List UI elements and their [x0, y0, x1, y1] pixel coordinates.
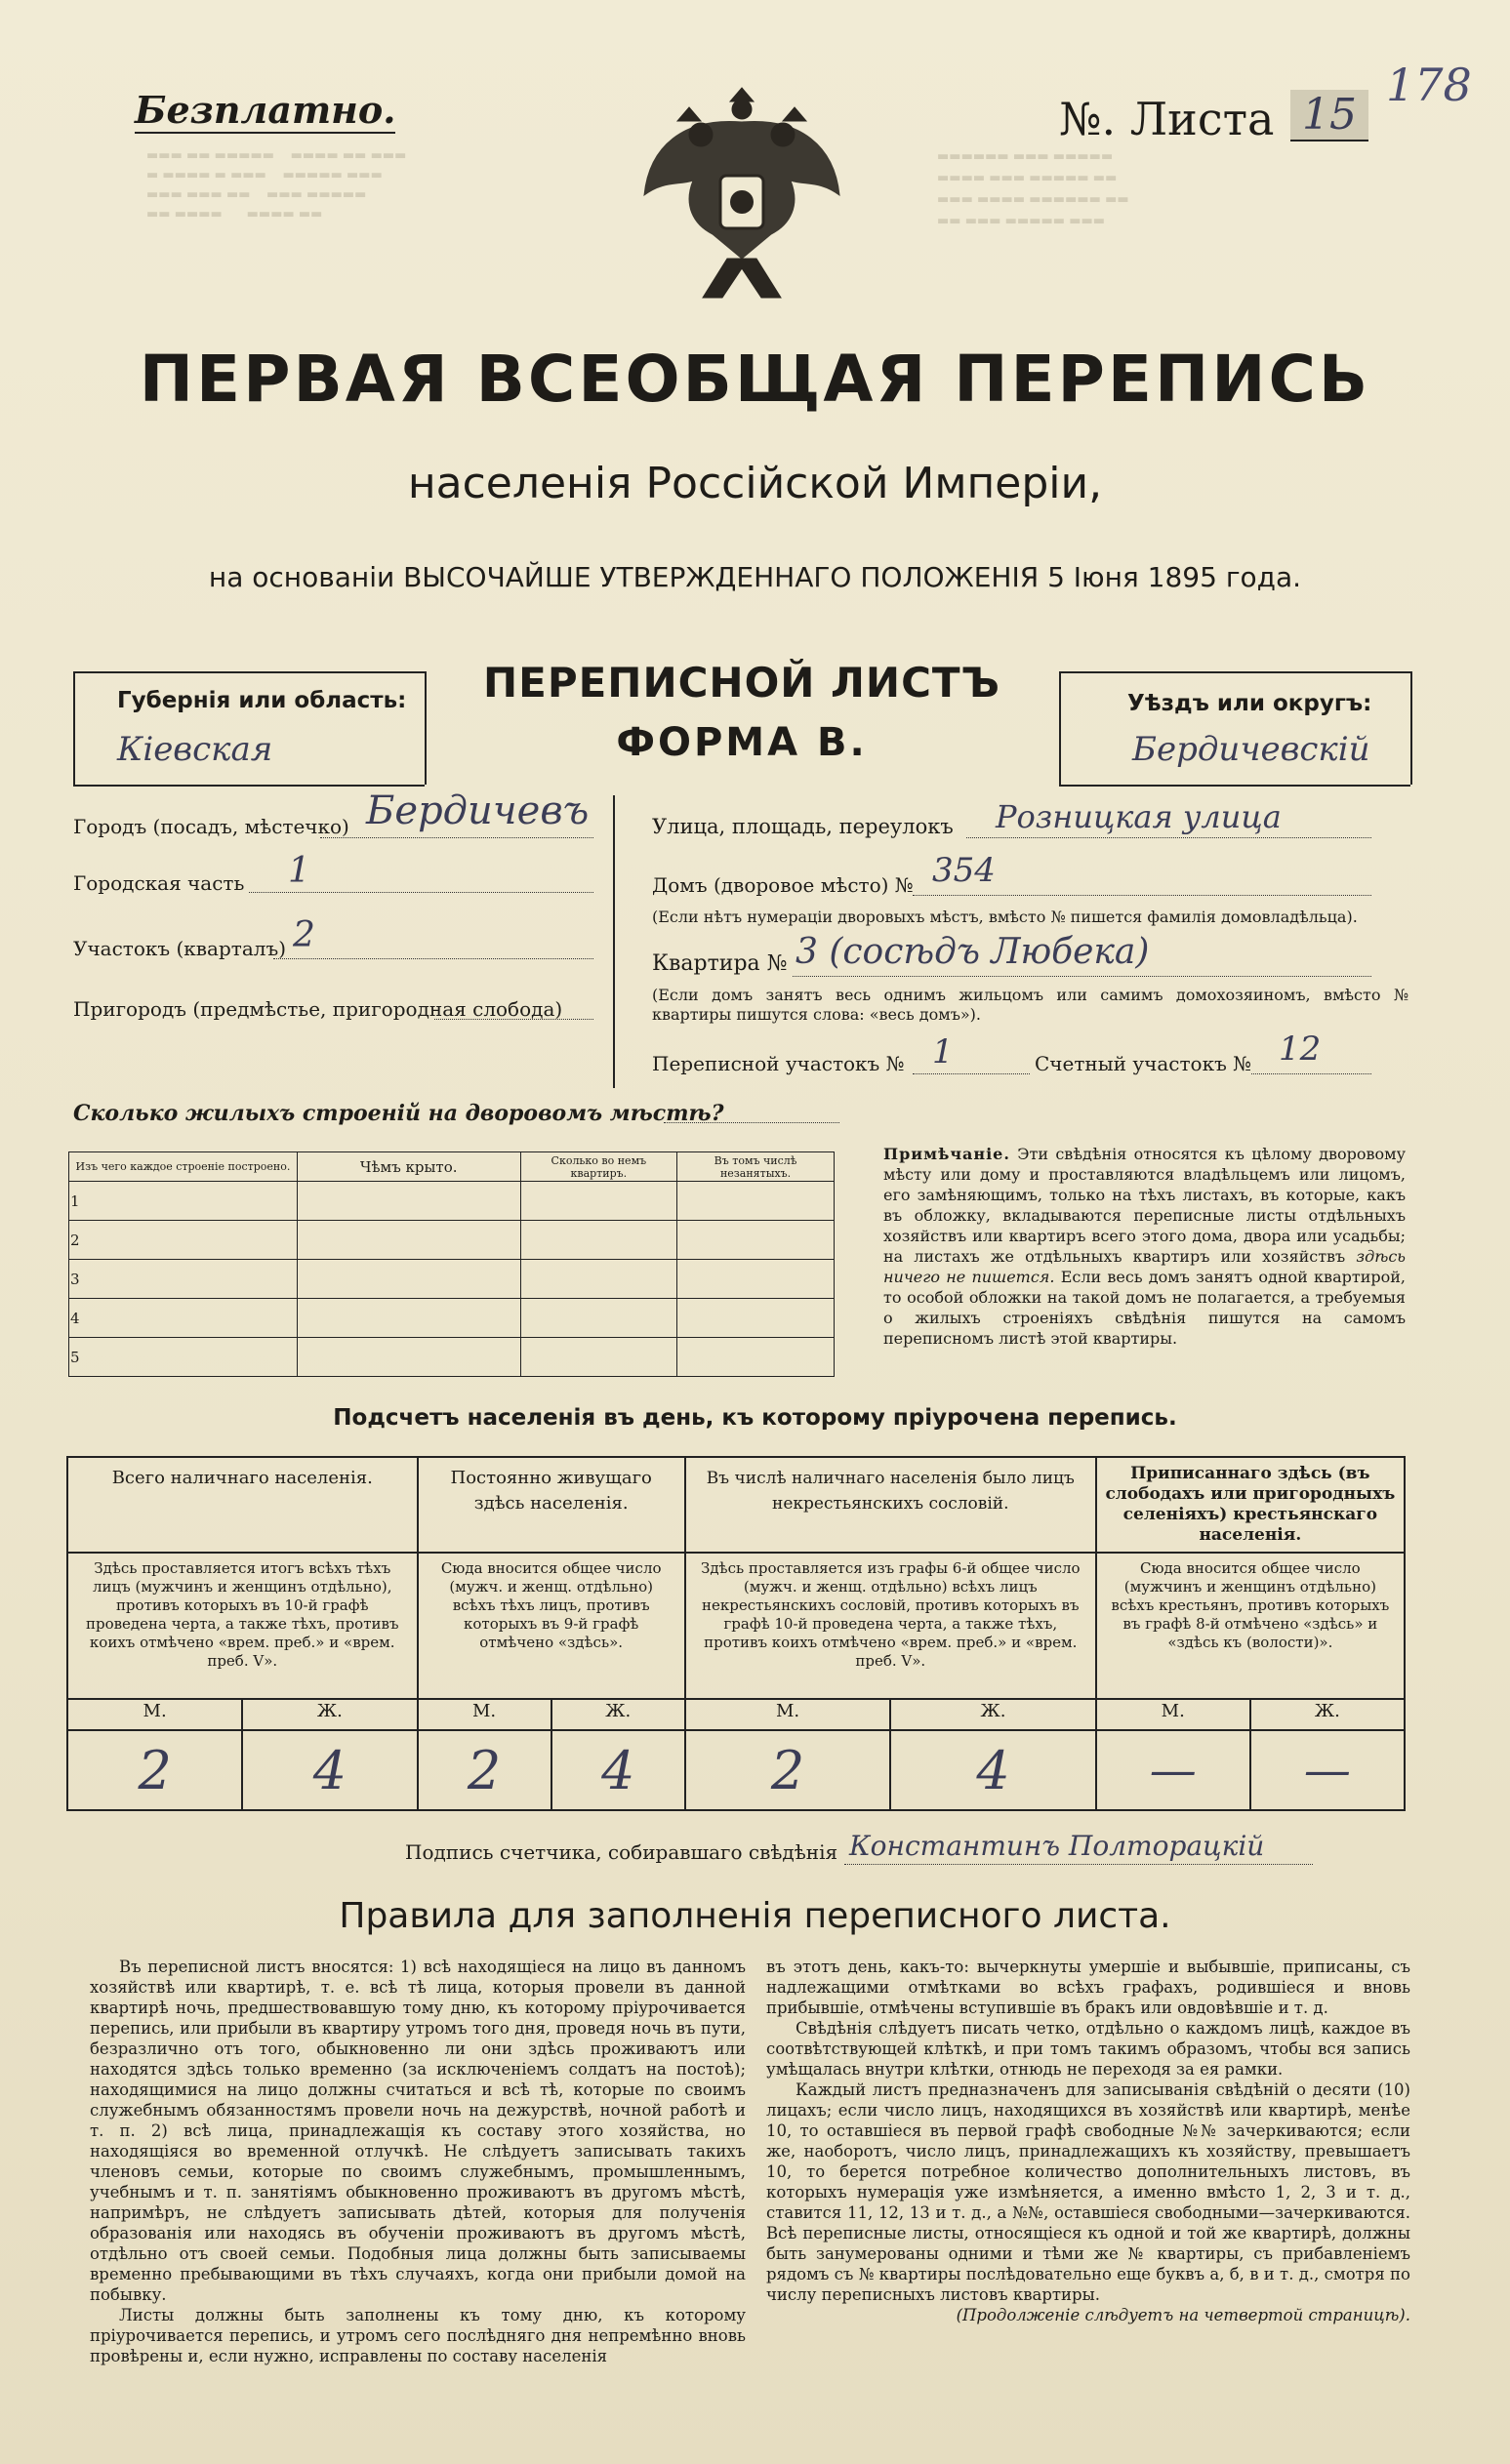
- buildings-col-roof: Чѣмъ крыто.: [297, 1152, 520, 1182]
- suburb-label: Пригородъ (предмѣстье, пригородная слобода): [73, 997, 563, 1021]
- rules-continued: (Продолженіе слѣдуетъ на четвертой страницѣ).: [956, 2306, 1410, 2324]
- pop-value-m: —: [1096, 1730, 1250, 1810]
- uezd-label: Уѣздъ или округъ:: [1127, 691, 1372, 716]
- pop-value-f: 4: [890, 1730, 1095, 1810]
- buildings-row: 3: [69, 1260, 298, 1299]
- uezd-value: Бердичевскій: [1132, 730, 1370, 769]
- city-label: Городъ (посадъ, мѣстечко): [73, 815, 349, 838]
- free-label: Безплатно.: [135, 88, 396, 132]
- census-district-label: Переписной участокъ №: [652, 1052, 905, 1075]
- pop-m-label: М.: [685, 1699, 890, 1730]
- house-label: Домъ (дворовое мѣсто) №: [652, 873, 914, 897]
- buildings-row: 1: [69, 1182, 298, 1221]
- buildings-note-title: Примѣчаніе.: [883, 1145, 1010, 1163]
- pop-value-f: —: [1250, 1730, 1405, 1810]
- rules-right-paragraph: въ этотъ день, какъ-то: вычеркнуты умершіе и выбывшіе, приписаны, съ надлежащими отмѣтками во всѣхъ графахъ, родившіеся и вновь прибывшіе, отмѣчены вступившіе въ бракъ или овдовѣвшіе и т. д.: [766, 1958, 1410, 2017]
- bleed-through-text-right: ▬▬▬▬▬▬ ▬▬▬ ▬▬▬▬▬ ▬▬▬▬ ▬▬▬ ▬▬▬▬▬ ▬▬ ▬▬▬ ▬▬▬▬ ▬▬▬▬▬▬ ▬▬ ▬▬ ▬▬▬ ▬▬▬▬▬ ▬▬▬: [937, 149, 1129, 228]
- street-value: Розницкая улица: [996, 798, 1282, 835]
- basis-line: на основаніи ВЫСОЧАЙШЕ УТВЕРЖДЕННАГО ПОЛОЖЕНІЯ 5 Іюня 1895 года.: [208, 561, 1302, 593]
- pop-col-title: Постоянно живущаго здѣсь населенія.: [418, 1457, 685, 1553]
- pop-f-label: Ж.: [551, 1699, 685, 1730]
- apartment-note: (Если домъ занятъ весь однимъ жильцомъ или самимъ домохозяиномъ, вмѣсто № квартиры пишутся слова: «весь домъ»).: [652, 986, 1408, 1024]
- archive-number: 178: [1386, 59, 1472, 111]
- pop-m-label: М.: [67, 1699, 242, 1730]
- pop-col-title: Приписаннаго здѣсь (въ слободахъ или пригородныхъ селеніяхъ) крестьянскаго населенія.: [1096, 1457, 1405, 1553]
- pop-m-label: М.: [1096, 1699, 1250, 1730]
- pop-col-desc: Сюда вносится общее число (мужч. и женщ. отдѣльно) всѣхъ тѣхъ лицъ, противъ которыхъ въ 9-й графѣ отмѣчено «здѣсь».: [418, 1553, 685, 1699]
- signature-label: Подпись счетчика, собиравшаго свѣдѣнія: [405, 1840, 838, 1864]
- subtitle: населенія Россійской Имперіи,: [407, 459, 1103, 508]
- form-name: ФОРМА В.: [616, 720, 868, 765]
- buildings-note-text2: Если весь домъ занятъ одной квартирой, то особой обложки на такой домъ не полагается, а требуемыя о жилыхъ строеніяхъ свѣдѣнія пишутся на самомъ переписномъ листѣ этой квартиры.: [883, 1268, 1406, 1348]
- buildings-table: [68, 1151, 835, 1377]
- signature-value: Константинъ Полторацкій: [849, 1830, 1265, 1862]
- pop-value-m: 2: [685, 1730, 890, 1810]
- pop-value-m: 2: [418, 1730, 551, 1810]
- house-value: 354: [932, 851, 996, 890]
- pop-col-title: Въ числѣ наличнаго населенія было лицъ некрестьянскихъ сословій.: [685, 1457, 1096, 1553]
- sheet-number-label: №. Листа: [1059, 93, 1275, 145]
- city-part-value: 1: [288, 851, 310, 891]
- pop-col-title: Всего наличнаго населенія.: [67, 1457, 418, 1553]
- rules-left-column: [90, 1957, 746, 2366]
- buildings-row: 5: [69, 1338, 298, 1377]
- rules-right-paragraph: Свѣдѣнія слѣдуетъ писать четко, отдѣльно о каждомъ лицѣ, каждое въ соотвѣтствующей клѣткѣ, и при томъ такимъ образомъ, чтобы вся запись умѣщалась внутри клѣтки, отнюдь не переходя за ея рамки.: [766, 2019, 1410, 2079]
- city-value: Бердичевъ: [366, 788, 590, 833]
- buildings-row: 4: [69, 1299, 298, 1338]
- buildings-col-material: Изъ чего каждое строеніе построено.: [69, 1152, 298, 1182]
- rules-right-paragraph: Каждый листъ предназначенъ для записыванія свѣдѣній о десяти (10) лицахъ; если число лицъ, находящихся въ хозяйствѣ или квартирѣ, менѣе 10, то оставшіеся въ первой графѣ свободные №№ зачеркиваются; если же, наоборотъ, число лицъ, принадлежащихъ къ хозяйству, превышаетъ 10, то берется потребное количество дополнительныхъ листовъ, въ которыхъ нумерація уже измѣняется, а именно вмѣсто 1, 2, 3 и т. д., ставится 11, 12, 13 и т. д., а №№, оставшіеся свободными—зачеркиваются. Всѣ переписные листы, относящіеся къ одной и той же квартирѣ, должны быть занумерованы одними и тѣми же № квартиры, съ прибавленіемъ рядомъ съ № квартиры послѣдовательно еще буквъ а, б, в и т. д., смотря по числу переписныхъ листовъ квартиры.: [766, 2080, 1410, 2304]
- rules-title: Правила для заполненія переписного листа.: [339, 1896, 1171, 1936]
- district-label: Участокъ (кварталъ): [73, 937, 286, 960]
- population-heading: Подсчетъ населенія въ день, къ которому пріурочена перепись.: [333, 1405, 1177, 1431]
- house-note: (Если нѣтъ нумераціи дворовыхъ мѣстъ, вмѣсто № пишется фамилія домовладѣльца).: [652, 908, 1358, 926]
- rules-right-column: [766, 1957, 1410, 2325]
- count-district-label: Счетный участокъ №: [1035, 1052, 1252, 1075]
- apartment-label: Квартира №: [652, 951, 788, 976]
- pop-m-label: М.: [418, 1699, 551, 1730]
- city-part-label: Городская часть: [73, 871, 245, 895]
- pop-f-label: Ж.: [242, 1699, 417, 1730]
- pop-f-label: Ж.: [890, 1699, 1095, 1730]
- bleed-through-text: ▬▬▬ ▬▬ ▬▬▬▬▬ ▬▬▬▬ ▬▬ ▬▬▬ ▬ ▬▬▬▬ ▬ ▬▬▬ ▬▬▬▬▬ ▬▬▬ ▬▬▬ ▬▬▬ ▬▬ ▬▬▬ ▬▬▬▬▬ ▬▬ ▬▬▬▬ ▬▬▬▬ ▬▬: [146, 148, 407, 222]
- main-title: ПЕРВАЯ ВСЕОБЩАЯ ПЕРЕПИСЬ: [139, 342, 1371, 417]
- pop-value-m: 2: [67, 1730, 242, 1810]
- guberniya-value: Кіевская: [117, 730, 273, 769]
- street-label: Улица, площадь, переулокъ: [652, 815, 954, 838]
- buildings-row: 2: [69, 1221, 298, 1260]
- pop-f-label: Ж.: [1250, 1699, 1405, 1730]
- imperial-eagle-emblem-icon: [625, 78, 859, 312]
- pop-col-desc: Здѣсь проставляется изъ графы 6-й общее число (мужч. и женщ. отдѣльно) всѣхъ лицъ некрестьянскихъ сословій, противъ которыхъ въ графѣ 10-й проведена черта, а также тѣхъ, противъ коихъ отмѣчено «врем. преб.» и «врем. преб. V».: [685, 1553, 1096, 1699]
- buildings-note-text: Эти свѣдѣнія относятся къ цѣлому дворовому мѣсту или дому и проставляются владѣльцемъ или лицомъ, его замѣняющимъ, только на тѣхъ листахъ, въ которые, какъ въ обложку, вкладываются переписные листы отдѣльныхъ хозяйствъ или квартиръ всего этого дома, двора или усадьбы; на листахъ же отдѣльныхъ квартиръ или хозяйствъ: [883, 1145, 1406, 1266]
- buildings-col-apartments: Сколько во немъ квартиръ.: [520, 1152, 677, 1182]
- pop-value-f: 4: [242, 1730, 417, 1810]
- sheet-number-value: 15: [1290, 90, 1368, 141]
- pop-col-desc: Здѣсь проставляется итогъ всѣхъ тѣхъ лицъ (мужчинъ и женщинъ отдѣльно), противъ которыхъ въ 10-й графѣ проведена черта, а также тѣхъ, противъ коихъ отмѣчено «врем. преб.» и «врем. преб. V».: [67, 1553, 418, 1699]
- rules-left-paragraph: Въ переписной листъ вносятся: 1) всѣ находящіеся на лицо въ данномъ хозяйствѣ или квартирѣ, т. е. всѣ тѣ лица, которыя провели въ данной квартирѣ ночь, предшествовавшую тому дню, къ которому пріурочивается перепись, или прибыли въ квартиру утромъ того дня, проведя ночь въ пути, безразлично отъ того, обыкновенно ли они здѣсь проживаютъ или находятся здѣсь только временно (за исключеніемъ солдатъ на постоѣ); находящимися на лицо должны считаться и всѣ тѣ, которые по своимъ служебнымъ обязанностямъ провели ночь на дежурствѣ, ночной работѣ и т. п. 2) всѣ лица, принадлежащія къ составу этого хозяйства, но находящіяся во временной отлучкѣ. Не слѣдуетъ записывать такихъ членовъ семьи, которые по своимъ служебнымъ, промышленнымъ, учебнымъ и т. п. занятіямъ обыкновенно проживаютъ въ другомъ мѣстѣ, напримѣръ, не слѣдуетъ записывать дѣтей, которыя для полученія образованія или находясь въ обученіи проживаютъ въ другомъ мѣстѣ, отдѣльно отъ своей семьи. Подобныя лица должны быть записываемы временно пребывающими въ тѣхъ случаяхъ, когда они прибыли домой на побывку.: [90, 1958, 746, 2304]
- guberniya-label: Губернія или область:: [117, 688, 407, 713]
- district-value: 2: [293, 915, 315, 955]
- buildings-note-italic: здѣсь ничего не пишется.: [883, 1247, 1406, 1286]
- pop-col-desc: Сюда вносится общее число (мужчинъ и женщинъ отдѣльно) всѣхъ крестьянъ, противъ которыхъ въ графѣ 8-й отмѣчено «здѣсь» и «здѣсь къ (волости)».: [1096, 1553, 1405, 1699]
- population-table: [66, 1456, 1406, 1811]
- census-district-value: 1: [932, 1032, 954, 1071]
- pop-value-f: 4: [551, 1730, 685, 1810]
- buildings-question: Сколько жилыхъ строеній на дворовомъ мѣстѣ?: [73, 1101, 724, 1126]
- form-title: ПЕРЕПИСНОЙ ЛИСТЪ: [482, 659, 1001, 707]
- apartment-value: 3 (сосѣдъ Любека): [796, 932, 1150, 972]
- buildings-col-vacant: Въ томъ числѣ незанятыхъ.: [677, 1152, 835, 1182]
- buildings-note: [883, 1144, 1406, 1349]
- rules-left-paragraph: Листы должны быть заполнены къ тому дню, къ которому пріурочивается перепись, и утромъ сего послѣдняго дня непремѣнно вновь провѣрены и, если нужно, исправлены по составу населенія: [90, 2306, 746, 2365]
- count-district-value: 12: [1279, 1030, 1322, 1069]
